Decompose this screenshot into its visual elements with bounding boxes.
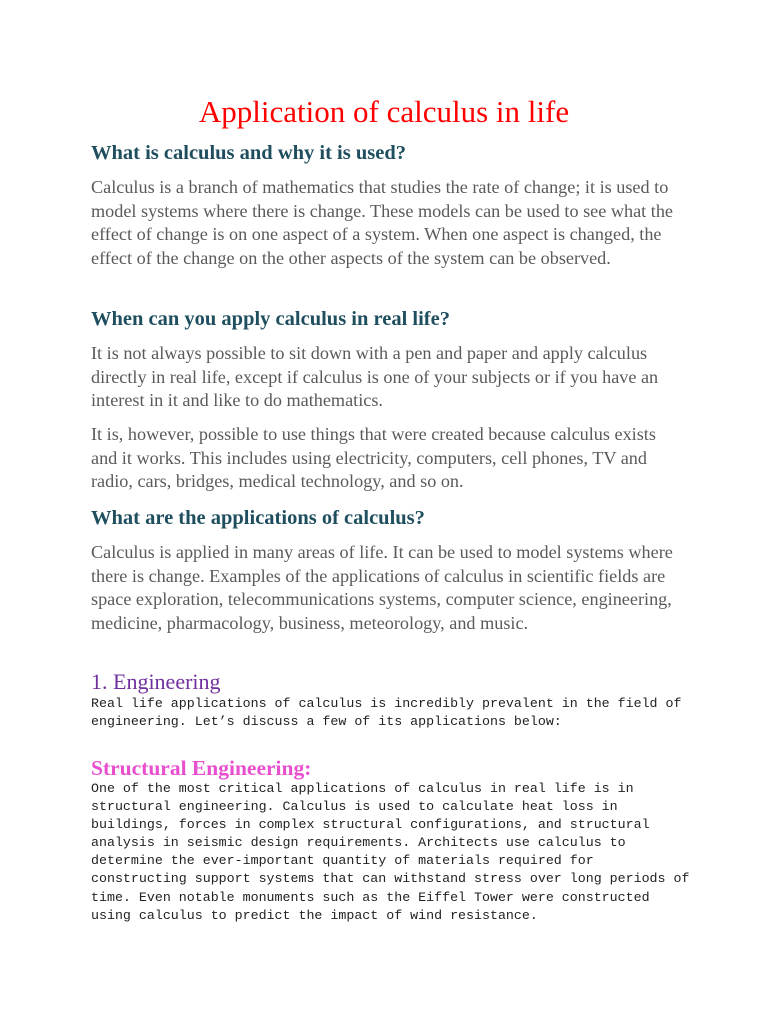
section-paragraph-when-apply-2: It is, however, possible to use things that were created because calculus exists and it works. This includes using electricity, computers, cell phones, TV and radio, cars, bridges, medical technology, and so on.	[91, 424, 656, 492]
section-heading-what-is: What is calculus and why it is used?	[91, 142, 406, 164]
structural-engineering-heading: Structural Engineering:	[91, 756, 312, 780]
engineering-paragraph: Real life applications of calculus is incredibly prevalent in the field of engineering. Let’s discuss a few of its applications below:	[91, 696, 682, 730]
section-paragraph-what-is: Calculus is a branch of mathematics that studies the rate of change; it is used to model systems where there is change. These models can be used to see what the effect of change is on one aspect of a system. When one aspect is changed, the effect of the change on the other aspects of the system can be observed.	[91, 177, 673, 268]
section-paragraph-applications: Calculus is applied in many areas of life. It can be used to model systems where there is change. Examples of the applications of calculus in scientific fields are space exploration, telecommunications systems, computer science, engineering, medicine, pharmacology, business, meteorology, and music.	[91, 542, 673, 633]
section-heading-applications: What are the applications of calculus?	[91, 507, 425, 529]
engineering-heading: 1. Engineering	[91, 669, 221, 694]
section-paragraph-when-apply-1: It is not always possible to sit down with a pen and paper and apply calculus directly in real life, except if calculus is one of your subjects or if you have an interest in it and like to do mathematics.	[91, 343, 659, 411]
document-title: Application of calculus in life	[198, 94, 570, 129]
section-heading-when-apply: When can you apply calculus in real life?	[91, 308, 450, 330]
structural-engineering-paragraph: One of the most critical applications of calculus in real life is in structural engineering. Calculus is used to calculate heat loss in buildings, forces in complex structural configurations, and structural analysis in seismic design requirements. Architects use calculus to determine the ever-important quantity of materials required for constructing support systems that can withstand stress over long periods of time. Even notable monuments such as the Eiffel Tower were constructed using calculus to predict the impact of wind resistance.	[91, 781, 690, 923]
